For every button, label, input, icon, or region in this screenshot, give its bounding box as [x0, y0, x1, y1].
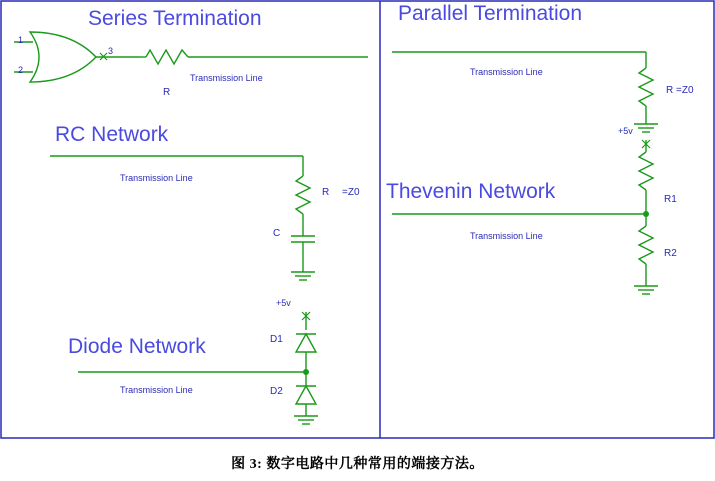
pin-1-label: 1 — [18, 35, 24, 45]
series-title: Series Termination — [88, 7, 262, 30]
section-thevenin-network — [386, 126, 677, 294]
parallel-resistor-label: R =Z0 — [666, 85, 694, 96]
diode-title: Diode Network — [68, 335, 206, 358]
series-resistor-symbol — [146, 50, 188, 64]
rc-transmission-line-label: Transmission Line — [120, 173, 193, 183]
section-series-termination — [14, 7, 368, 98]
thevenin-supply-label: +5v — [618, 126, 633, 136]
rc-resistor-label: R — [322, 187, 330, 198]
series-transmission-line-label: Transmission Line — [190, 73, 263, 83]
section-diode-network — [68, 298, 318, 424]
series-resistor-label: R — [163, 87, 171, 98]
diode-d2-label: D2 — [270, 386, 283, 397]
diode-d1-symbol — [296, 334, 316, 352]
pin-2-label: 2 — [18, 65, 24, 75]
diode-supply-label: +5v — [276, 298, 291, 308]
thevenin-title: Thevenin Network — [386, 180, 556, 203]
rc-resistor-symbol — [296, 176, 310, 214]
thevenin-r2-symbol — [639, 226, 653, 264]
section-parallel-termination — [392, 2, 694, 132]
pin-3-label: 3 — [108, 46, 114, 56]
parallel-resistor-symbol — [639, 68, 653, 106]
rc-capacitor-label: C — [273, 228, 281, 239]
diode-d2-symbol — [296, 386, 316, 404]
section-rc-network — [50, 123, 360, 280]
or-gate-symbol — [30, 32, 96, 82]
parallel-transmission-line-label: Transmission Line — [470, 67, 543, 77]
parallel-title: Parallel Termination — [398, 2, 583, 25]
thevenin-r2-label: R2 — [664, 248, 677, 259]
thevenin-r1-label: R1 — [664, 194, 677, 205]
diode-transmission-line-label: Transmission Line — [120, 385, 193, 395]
thevenin-r1-symbol — [639, 152, 653, 190]
figure-caption: 图 3: 数字电路中几种常用的端接方法。 — [231, 457, 484, 472]
rc-title: RC Network — [55, 123, 169, 146]
thevenin-transmission-line-label: Transmission Line — [470, 231, 543, 241]
rc-resistor-value-label: =Z0 — [342, 187, 360, 198]
diode-d1-label: D1 — [270, 334, 283, 345]
